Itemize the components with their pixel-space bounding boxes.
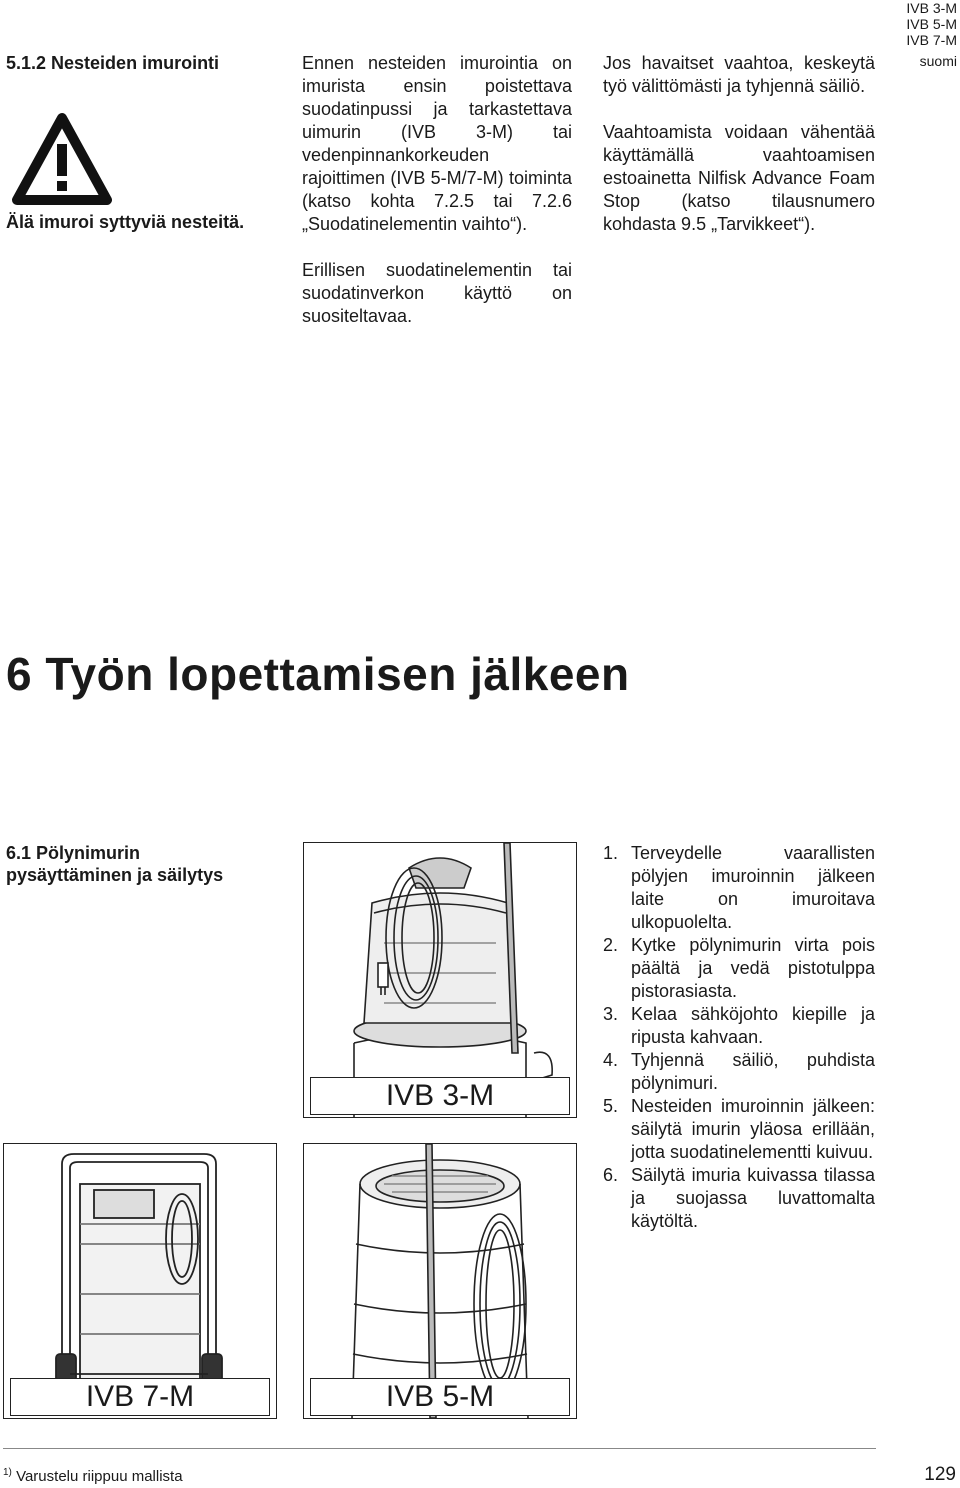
chapter-title: 6 Työn lopettamisen jälkeen [6,648,630,700]
model-tag-ivb3: IVB 3-M [906,0,957,16]
vacuum-ivb7m-illustration [4,1144,276,1418]
warning-triangle-icon [12,112,112,208]
model-tag [906,0,957,69]
figure-label-ivb7m: IVB 7-M [10,1378,270,1416]
footer-divider [3,1448,876,1449]
footnote-mark: 1) [3,1467,12,1478]
paragraph-foam-stop: Jos havaitset vaahtoa, keskeytä työ välittömästi ja tyhjennä säiliö. [603,53,875,96]
figure-label-ivb3m: IVB 3-M [310,1077,570,1115]
warning-text: Älä imuroi syttyviä nesteitä. [6,212,245,232]
list-item: 4. Tyhjennä säiliö, puhdista pölynimuri. [603,1050,875,1093]
section-heading-6-1: 6.1 Pölynimurin pysäyttäminen ja säilytys [6,843,224,885]
model-tag-ivb7: IVB 7-M [906,32,957,48]
footnote-text: Varustelu riippuu mallista [16,1468,183,1485]
section-heading-5-1-2: 5.1.2 Nesteiden imurointi [6,53,220,73]
column-2 [302,52,572,328]
list-item: 2. Kytke pölynimurin virta pois päältä ja vedä pistotulppa pistorasiasta. [603,935,875,1001]
paragraph-filter-check: Ennen nesteiden imurointia on imurista ensin poistettava suodatinpussi ja tarkastettava uimurin (IVB 3-M) tai vedenpinnankorkeuden rajoittimen (IVB 5-M/7-M) toiminta (katso kohta 7.2.5 tai 7.2.6 „Suodatinelementin vaihto“). [302,53,572,234]
language-label: suomi [919,53,957,69]
model-tag-ivb5: IVB 5-M [906,16,957,32]
column-3 [603,52,875,236]
footnote [3,1464,183,1486]
paragraph-foam-reduce: Vaahtoamista voidaan vähentää käyttämällä vaahtoamisen estoainetta Nilfisk Advance Foam Stop (katso tilausnumero kohdasta 9.5 „Tarvikkeet“). [603,122,875,234]
steps-list [603,842,875,1233]
list-item: 1. Terveydelle vaarallisten pölyjen imuroinnin jälkeen laite on imuroitava ulkopuolelta. [603,843,875,932]
vacuum-ivb3m-illustration [304,843,576,1117]
page-number: 129 [924,1464,956,1485]
figure-label-ivb5m: IVB 5-M [310,1378,570,1416]
list-item: 6. Säilytä imuria kuivassa tilassa ja suojassa luvattomalta käytöltä. [603,1165,875,1231]
list-item: 5. Nesteiden imuroinnin jälkeen: säilytä imurin yläosa erillään, jotta suodatinelementti kuivuu. [603,1096,875,1162]
list-item: 3. Kelaa sähköjohto kiepille ja ripusta kahvaan. [603,1004,875,1047]
paragraph-filter-recommend: Erillisen suodatinelementin tai suodatinverkon käyttö on suositeltavaa. [302,260,572,326]
vacuum-ivb5m-illustration [304,1144,576,1418]
